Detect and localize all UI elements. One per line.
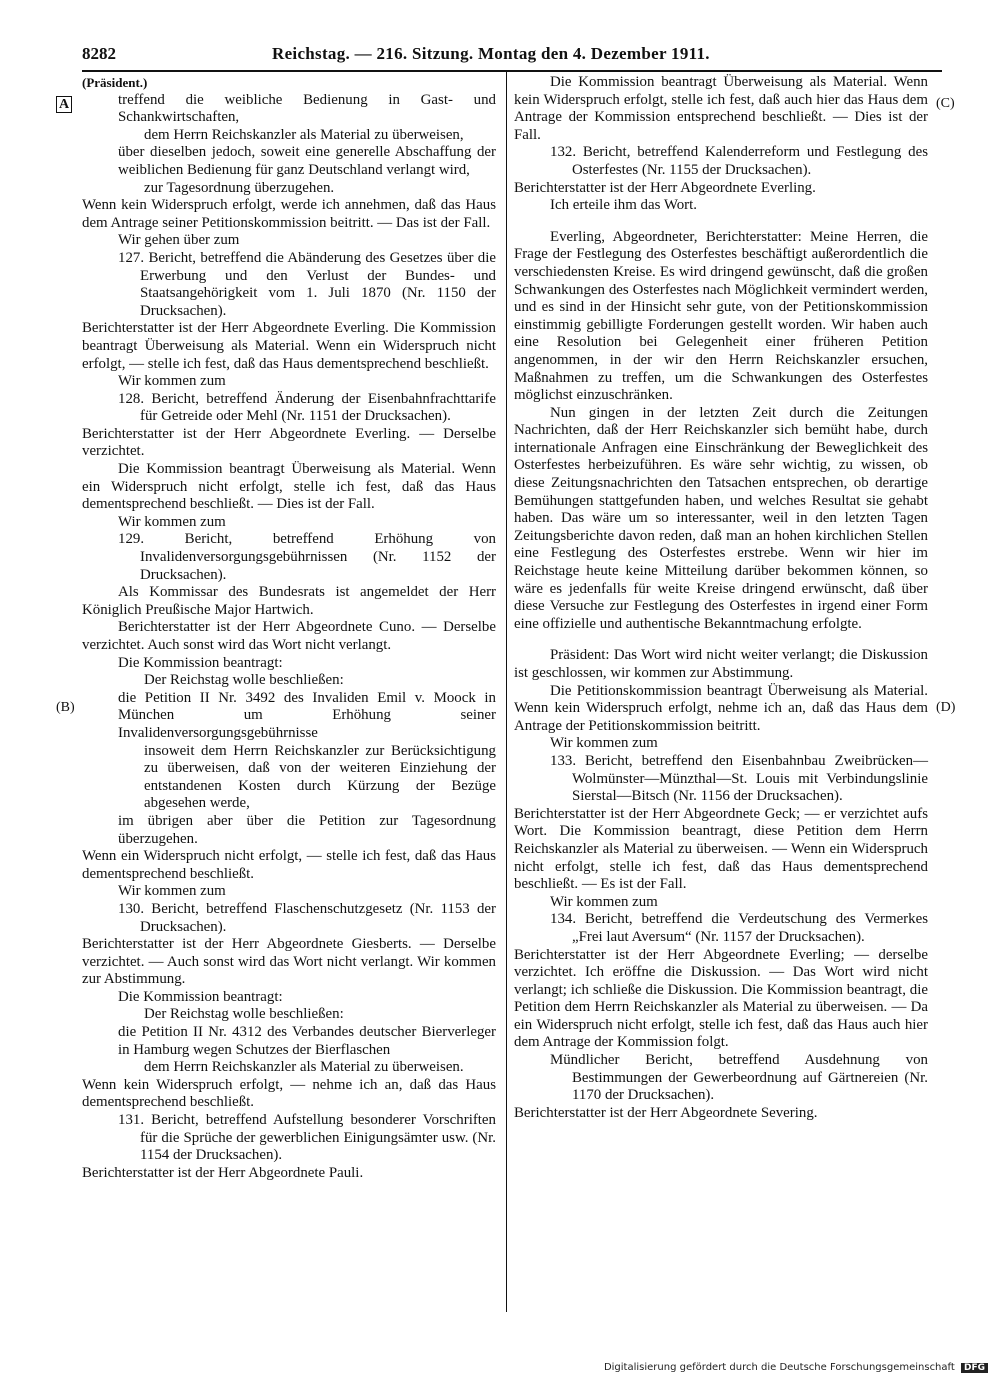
paragraph: Wir kommen zum <box>118 883 226 900</box>
paragraph: Berichterstatter ist der Herr Abgeordnete Everling. Die Kommission beantragt Überweisung als Material. Wenn ein Widerspruch nicht erfolgt, — stelle ich fest, daß das Haus dementsprechend beschließt. <box>82 320 496 372</box>
report-129: 129. Bericht, betreffend Erhöhung von Invalidenversorgungsgebührnissen (Nr. 1152 der Drucksachen). <box>118 531 496 583</box>
margin-marker-c: (C) <box>936 96 955 111</box>
paragraph: Berichterstatter ist der Herr Abgeordnete Severing. <box>514 1104 818 1121</box>
page-title: Reichstag. — 216. Sitzung. Montag den 4. Dezember 1911. <box>272 44 710 63</box>
paragraph: Wir kommen zum <box>118 513 226 530</box>
paragraph: Die Kommission beantragt Überweisung als Material. Wenn ein Widerspruch nicht erfolgt, stelle ich fest, daß das Haus dementsprechend beschließt. — Dies ist der Fall. <box>82 461 496 513</box>
dfg-logo: DFG <box>961 1363 988 1373</box>
column-divider <box>506 72 507 1312</box>
report-134: 134. Bericht, betreffend die Verdeutschung des Vermerkes „Frei laut Aversum“ (Nr. 1157 der Drucksachen). <box>550 911 928 945</box>
page-number: 8282 <box>82 44 116 63</box>
margin-marker-d: (D) <box>936 700 956 715</box>
oral-report: Mündlicher Bericht, betreffend Ausdehnung von Bestimmungen der Gewerbeordnung auf Gärtnereien (Nr. 1170 der Drucksachen). <box>550 1052 928 1104</box>
header-rule <box>82 70 942 72</box>
margin-marker-a: A <box>56 96 72 113</box>
paragraph: dem Herrn Reichskanzler als Material zu überweisen, <box>144 126 464 143</box>
paragraph: treffend die weibliche Bedienung in Gast- und Schankwirtschaften, <box>118 91 496 126</box>
report-132: 132. Bericht, betreffend Kalenderreform und Festlegung des Osterfestes (Nr. 1155 der Drucksachen). <box>550 144 928 178</box>
speech-praesident: Präsident: Das Wort wird nicht weiter verlangt; die Diskussion ist geschlossen, wir kommen zur Abstimmung. <box>514 647 928 681</box>
margin-marker-b: (B) <box>56 700 75 715</box>
paragraph: Berichterstatter ist der Herr Abgeordnete Giesberts. — Derselbe verzichtet. — Auch sonst wird das Wort nicht verlangt. Wir kommen zur Abstimmung. <box>82 936 496 988</box>
paragraph: zur Tagesordnung überzugehen. <box>144 179 335 196</box>
footer-credit <box>604 1362 988 1373</box>
paragraph: Wir kommen zum <box>550 893 658 910</box>
report-127: 127. Bericht, betreffend die Abänderung des Gesetzes über die Erwerbung und den Verlust der Bundes- und Staatsangehörigkeit vom 1. Juli 1870 (Nr. 1150 der Drucksachen). <box>118 249 496 319</box>
report-130: 130. Bericht, betreffend Flaschenschutzgesetz (Nr. 1153 der Drucksachen). <box>118 900 496 935</box>
paragraph: Berichterstatter ist der Herr Abgeordnete Everling; — derselbe verzichtet. Ich eröffne die Diskussion. — Das Wort wird nicht verlangt; ich schließe die Diskussion. Die Kommission beantragt, die Petition dem Herrn Reichskanzler als Material zu überweisen. — Da ein Widerspruch nicht erfolgt, stelle ich fest, daß das Haus auch hier dem Antrage der Kommission folgt. <box>514 946 928 1051</box>
report-128: 128. Bericht, betreffend Änderung der Eisenbahnfrachttarife für Getreide oder Mehl (Nr. 1151 der Drucksachen). <box>118 390 496 425</box>
report-133: 133. Bericht, betreffend den Eisenbahnbau Zweibrücken—Wolmünster—Münzthal—St. Louis mit Verbindungslinie Sierstal—Bitsch (Nr. 1156 der Drucksachen). <box>550 752 928 805</box>
footer-text: Digitalisierung gefördert durch die Deutsche Forschungsgemeinschaft <box>603 1362 955 1373</box>
paragraph: die Petition II Nr. 4312 des Verbandes deutscher Bierverleger in Hamburg wegen Schutzes der Bierflaschen <box>118 1024 496 1058</box>
page-header <box>82 44 942 68</box>
paragraph: insoweit dem Herrn Reichskanzler zur Berücksichtigung zu überweisen, daß von der weiteren Einziehung der entstandenen Kosten durch Kürzung der Bezüge abgesehen werde, <box>144 742 496 812</box>
paragraph: Berichterstatter ist der Herr Abgeordnete Cuno. — Derselbe verzichtet. Auch sonst wird das Wort nicht verlangt. <box>82 619 496 653</box>
paragraph: Nun gingen in der letzten Zeit durch die Zeitungen Nachrichten, daß der Herr Reichskanzler sich bemüht habe, durch internationale Anfragen eine Einschränkung der Beweglichkeit des Osterfestes herbeizuführen. Es wäre sehr wichtig, zu wissen, ob diese Zeitungsnachrichten den Tatsachen entsprechen, ob derartige Bemühungen stattgefunden haben, und welches Resultat sie gehabt haben. Das wäre um so interessanter, weil in den letzten Tagen Zeitungsberichte davon reden, daß man an hohen kirchlichen Stellen eine Festlegung des Osterfestes erstrebe. Wenn wir hier im Reichstage heute keine Mitteilung darüber bekommen können, so wäre es jedenfalls für weite Kreise dringend erwünscht, daß über diese Versuche zur Festlegung des Osterfestes in irgend einer Form eine offizielle und authentische Bekanntmachung erfolgte. <box>514 404 928 632</box>
paragraph: Ich erteile ihm das Wort. <box>550 197 697 214</box>
paragraph: Berichterstatter ist der Herr Abgeordnete Everling. <box>514 179 816 196</box>
paragraph: Wenn kein Widerspruch erfolgt, — nehme ich an, daß das Haus dementsprechend beschließt. <box>82 1076 496 1111</box>
paragraph: Wir kommen zum <box>118 373 226 390</box>
paragraph: Wenn ein Widerspruch nicht erfolgt, — stelle ich fest, daß das Haus dementsprechend beschließt. <box>82 848 496 882</box>
paragraph: über dieselben jedoch, soweit eine generelle Abschaffung der weiblichen Bedienung für ganz Deutschland verlangt wird, <box>118 144 496 178</box>
paragraph: dem Herrn Reichskanzler als Material zu überweisen. <box>144 1059 464 1076</box>
paragraph: Berichterstatter ist der Herr Abgeordnete Geck; — er verzichtet aufs Wort. Die Kommission beantragt, diese Petition dem Herrn Reichskanzler als Material zu überweisen. — Wenn ein Widerspruch nicht erfolgt, stelle ich fest, daß das Haus dementsprechend beschließt. — Es ist der Fall. <box>514 805 928 893</box>
speaker-note: (Präsident.) <box>82 75 148 90</box>
paragraph: im übrigen aber über die Petition zur Tagesordnung überzugehen. <box>118 812 496 847</box>
paragraph: Als Kommissar des Bundesrats ist angemeldet der Herr Königlich Preußische Major Hartwich. <box>82 584 496 618</box>
paragraph: Wir gehen über zum <box>118 232 240 249</box>
paragraph: Der Reichstag wolle beschließen: <box>144 1006 344 1023</box>
paragraph: Berichterstatter ist der Herr Abgeordnete Pauli. <box>82 1164 364 1181</box>
report-131: 131. Bericht, betreffend Aufstellung besonderer Vorschriften für die Sprüche der gewerblichen Einigungsämter usw. (Nr. 1154 der Drucksachen). <box>118 1112 496 1164</box>
paragraph: Wenn kein Widerspruch erfolgt, werde ich annehmen, daß das Haus dem Antrage seiner Petitionskommission beitritt. — Das ist der Fall. <box>82 197 496 231</box>
paragraph: die Petition II Nr. 3492 des Invaliden Emil v. Moock in München um Erhöhung seiner Invalidenversorgungsgebührnisse <box>118 689 496 741</box>
paragraph: Der Reichstag wolle beschließen: <box>144 672 344 689</box>
paragraph: Berichterstatter ist der Herr Abgeordnete Everling. — Derselbe verzichtet. <box>82 425 496 460</box>
right-column <box>514 74 928 1122</box>
speech-everling: Everling, Abgeordneter, Berichterstatter: Meine Herren, die Frage der Festlegung des Osterfestes beschäftigt außerordentlich die verschiedensten Kreise. Es wird dringend gewünscht, daß die großen Schwankungen des Osterfestes nach Möglichkeit vermindert werden, und es sind in der Hinsicht sehr gute, von der Petitionskommission einstimmig gebilligte Forderungen gestellt worden. Wir haben auch eine Resolution bei Gelegenheit einer früheren Petition angenommen, in der wir den Herrn Reichskanzler ersuchen, Maßnahmen zu treffen, um die Schwankungen des Osterfestes möglichst einzuschränken. <box>514 228 928 404</box>
paragraph: Die Kommission beantragt Überweisung als Material. Wenn kein Widerspruch erfolgt, stelle ich fest, daß auch hier das Haus dem Antrage der Kommission entsprechend beschließt. — Dies ist der Fall. <box>514 74 928 143</box>
paragraph: Wir kommen zum <box>550 735 658 752</box>
paragraph: Die Kommission beantragt: <box>118 988 283 1005</box>
left-column <box>82 74 496 1182</box>
paragraph: Die Kommission beantragt: <box>118 654 283 671</box>
paragraph: Die Petitionskommission beantragt Überweisung als Material. Wenn kein Widerspruch erfolgt, nehme ich an, daß das Haus dem Antrage der Petitionskommission beitritt. <box>514 682 928 734</box>
